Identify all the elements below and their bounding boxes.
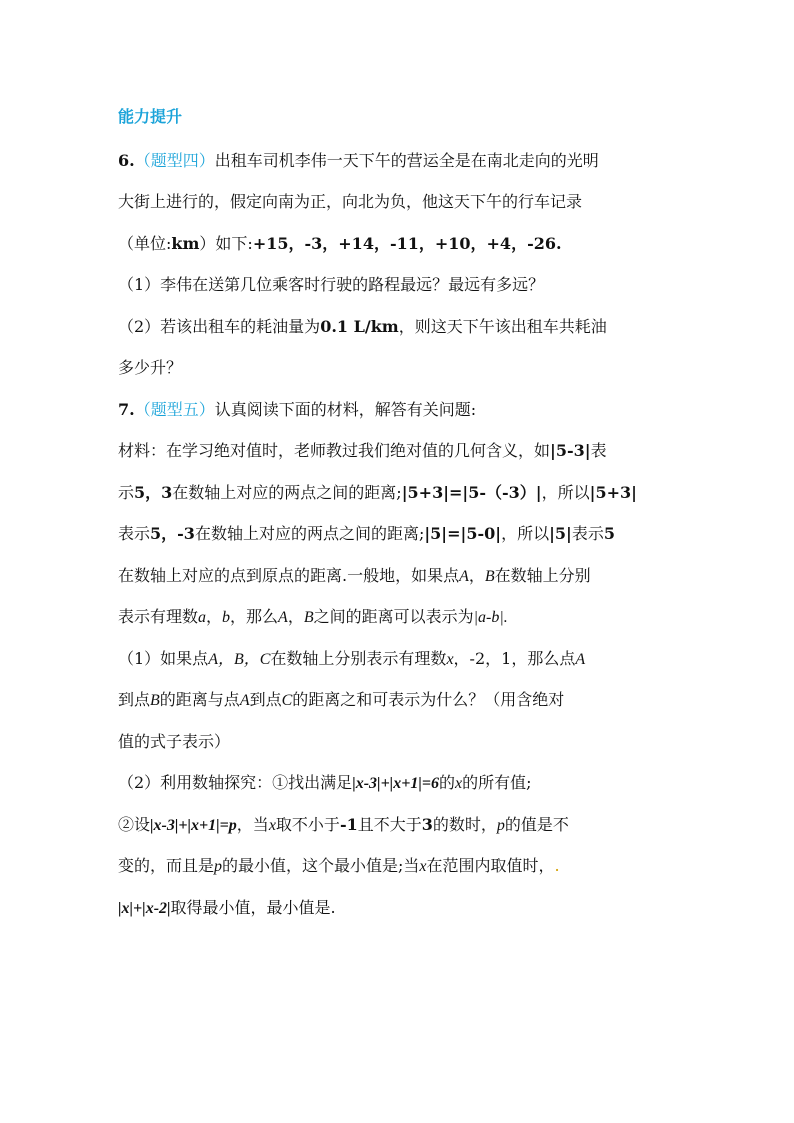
q6-sub2-text-b: ，则这天下午该出租车共耗油 bbox=[398, 317, 607, 336]
q7-s1-l2B: B bbox=[150, 692, 160, 709]
q7-sub-2-line-1 bbox=[118, 772, 532, 795]
q7-s3-expr: |x-3|+|x+1|=p bbox=[150, 817, 237, 834]
q6-text: 出租车司机李伟一天下午的营运全是在南北走向的光明 bbox=[214, 151, 599, 170]
q7-m5-a: 表示有理数 bbox=[118, 607, 199, 626]
q7-m3-a: 表示 bbox=[118, 524, 151, 543]
q7-m5-sep2: ， bbox=[287, 607, 304, 626]
q6-line-3 bbox=[118, 233, 562, 255]
q7-s2-a: （2）利用数轴探究：①找出满足 bbox=[118, 773, 353, 792]
q6-unit-open: （单位: bbox=[118, 234, 172, 253]
q7-s2-c: 的所有值; bbox=[462, 773, 532, 792]
q7-s3-p: p bbox=[496, 817, 505, 834]
q6-sub-2-line-2: 多少升？ bbox=[118, 358, 183, 377]
q7-m2-a: 示 bbox=[118, 483, 135, 502]
q7-m4-sep: ， bbox=[468, 566, 485, 585]
q7-s1-vars: A，B，C bbox=[208, 651, 271, 668]
q7-s1-l2b: 的距离与点 bbox=[159, 690, 240, 709]
q7-s2-expr: |x-3|+|x+1|=6 bbox=[352, 775, 439, 792]
q7-type-tag: （题型五） bbox=[134, 400, 215, 419]
q7-s2-x: x bbox=[454, 775, 463, 792]
q7-m3-b: 在数轴上对应的两点之间的距离; bbox=[194, 524, 425, 543]
q6-sub-1: （1）李伟在送第几位乘客时行驶的路程最远？最远有多远？ bbox=[118, 275, 545, 294]
q6-unit: km bbox=[171, 234, 200, 253]
q7-m3-five: 5 bbox=[603, 524, 616, 543]
q7-m1-expr: |5-3| bbox=[550, 441, 591, 460]
q7-material-3 bbox=[118, 523, 615, 545]
q7-material-4 bbox=[118, 565, 591, 588]
q7-m5-sep: ， bbox=[206, 607, 223, 626]
q7-m5-A: A bbox=[278, 609, 288, 626]
q7-line-1 bbox=[118, 399, 476, 421]
q7-s4-dot: . bbox=[554, 856, 560, 875]
q7-s3-3: 3 bbox=[421, 815, 433, 834]
q7-m1-end: 表 bbox=[590, 441, 607, 460]
q6-sub2-text-a: （2）若该出租车的耗油量为 bbox=[118, 317, 321, 336]
q7-s5-expr: |x|+|x-2| bbox=[118, 900, 171, 917]
q6-sub-2 bbox=[118, 316, 607, 338]
q7-s4-b: 的最小值，这个最小值是;当 bbox=[222, 856, 420, 875]
q7-s1-x: x bbox=[446, 651, 454, 668]
q6-number: 6. bbox=[118, 151, 135, 170]
q7-s3-e: 的数时， bbox=[432, 815, 497, 834]
q7-m4-text: 在数轴上对应的点到原点的距离.一般地，如果点 bbox=[118, 566, 460, 585]
q7-intro: 认真阅读下面的材料，解答有关问题: bbox=[214, 400, 477, 419]
q7-sub-2-line-2 bbox=[118, 814, 569, 837]
q6-record-data: +15，-3，+14，-11，+10，+4，-26. bbox=[252, 234, 562, 253]
q6-type-tag: （题型四） bbox=[134, 151, 215, 170]
q7-s1-l2a: 到点 bbox=[118, 690, 151, 709]
q6-line-2: 大街上进行的，假定向南为正，向北为负，他这天下午的行车记录 bbox=[118, 192, 583, 211]
q7-sub-2-line-3 bbox=[118, 855, 560, 878]
q6-fuel-rate: 0.1 L/km bbox=[320, 317, 399, 336]
q6-line-1 bbox=[118, 150, 599, 172]
section-title: 能力提升 bbox=[118, 107, 183, 126]
q7-m5-c: 之间的距离可以表示为 bbox=[313, 607, 474, 626]
q7-m2-b: 在数轴上对应的两点之间的距离; bbox=[172, 483, 402, 502]
q7-material-2 bbox=[118, 482, 637, 504]
q7-s3-f: 的值是不 bbox=[504, 815, 569, 834]
q7-s4-x: x bbox=[419, 858, 427, 875]
q7-s1-b: 在数轴上分别表示有理数 bbox=[270, 649, 447, 668]
q7-number: 7. bbox=[118, 400, 135, 419]
q7-sub-1-line-3: 值的式子表示） bbox=[118, 732, 231, 751]
q6-unit-close: ）如下: bbox=[199, 234, 253, 253]
q7-m3-c: ，所以 bbox=[501, 524, 550, 543]
q7-s1-a: （1）如果点 bbox=[118, 649, 209, 668]
q7-m3-nums: 5，-3 bbox=[150, 524, 195, 543]
q7-m5-expr: |a-b|. bbox=[473, 609, 508, 626]
q7-s4-a: 变的，而且是 bbox=[118, 856, 215, 875]
q7-m5-var-b: b bbox=[222, 609, 231, 626]
q7-m2-expr: |5+3|=|5-（-3）| bbox=[401, 483, 542, 502]
q7-m4-B: B bbox=[484, 568, 495, 585]
q7-s1-A: A bbox=[575, 651, 586, 668]
q7-s1-l2C: C bbox=[281, 692, 293, 709]
q7-s3-x: x bbox=[268, 817, 276, 834]
q7-m5-B: B bbox=[303, 609, 314, 626]
q7-s5-b: 取得最小值，最小值是. bbox=[170, 898, 336, 917]
q7-s3-a: ②设 bbox=[118, 815, 151, 834]
q7-s4-p: p bbox=[214, 858, 223, 875]
q7-s1-c: 那么点 bbox=[527, 649, 576, 668]
q7-sub-2-line-4 bbox=[118, 897, 336, 920]
q7-s1-l2c: 到点 bbox=[249, 690, 282, 709]
q7-m2-c: ，所以 bbox=[541, 483, 590, 502]
q7-m3-expr2: |5| bbox=[549, 524, 572, 543]
q7-m4-A: A bbox=[459, 568, 469, 585]
q7-s4-c: 在范围内取值时， bbox=[426, 856, 555, 875]
q7-m2-nums: 5，3 bbox=[134, 483, 173, 502]
q7-s3-c: 取不小于 bbox=[275, 815, 340, 834]
q7-sub-1-line-1 bbox=[118, 648, 585, 671]
q7-s1-nums: ，-2，1， bbox=[453, 649, 528, 668]
q7-sub-1-line-2 bbox=[118, 689, 564, 712]
q7-s1-l2A: A bbox=[239, 692, 250, 709]
q7-s1-l2d: 的距离之和可表示为什么？（用含绝对 bbox=[292, 690, 565, 709]
q7-m1-text: 材料：在学习绝对值时，老师教过我们绝对值的几何含义，如 bbox=[118, 441, 551, 460]
q7-material-5 bbox=[118, 606, 508, 629]
q7-m5-var-a: a bbox=[198, 609, 207, 626]
q7-m5-b: ，那么 bbox=[230, 607, 279, 626]
q7-s3-m1: -1 bbox=[339, 815, 358, 834]
q7-m3-d: 表示 bbox=[571, 524, 604, 543]
q7-m4-end: 在数轴上分别 bbox=[494, 566, 591, 585]
q7-material-1 bbox=[118, 440, 607, 462]
q7-s3-b: ，当 bbox=[236, 815, 269, 834]
q7-m3-expr: |5|=|5-0| bbox=[424, 524, 502, 543]
q7-s2-b: 的 bbox=[438, 773, 455, 792]
q7-s3-d: 且不大于 bbox=[357, 815, 422, 834]
q7-m2-expr2: |5+3| bbox=[589, 483, 637, 502]
